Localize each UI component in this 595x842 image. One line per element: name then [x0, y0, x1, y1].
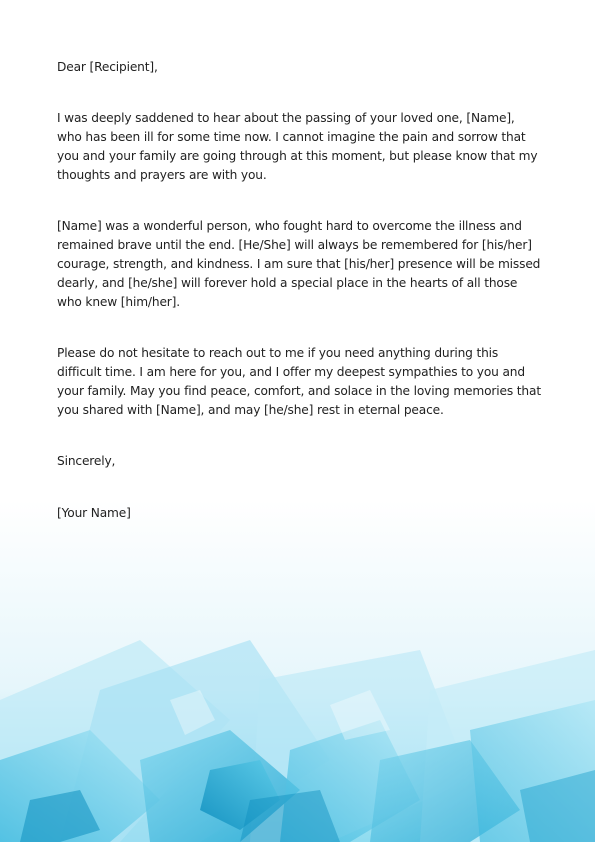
paragraph-2: [Name] was a wonderful person, who fought hard to overcome the illness and remained brave until the end. [He/She] will always be remembered for [his/her] courage, strength, and kindness. I am sure that [his/her] presence will be missed dearly, and [he/she] will forever hold a special place in the hearts of all those who knew [him/her]. [57, 219, 541, 309]
salutation: Dear [Recipient], [57, 60, 158, 74]
closing: Sincerely, [57, 454, 116, 468]
paragraph-3: Please do not hesitate to reach out to me if you need anything during this difficult time. I am here for you, and I offer my deepest sympathies to you and your family. May you find peace, comfort, and solace in the loving memories that you shared with [Name], and may [he/she] rest in eternal peace. [57, 346, 541, 417]
letter-body [57, 58, 542, 523]
paragraph-1: I was deeply saddened to hear about the passing of your loved one, [Name], who has been ill for some time now. I cannot imagine the pain and sorrow that you and your family are going through at this moment, but please know that my thoughts and prayers are with you. [57, 111, 538, 182]
signature: [Your Name] [57, 506, 131, 520]
